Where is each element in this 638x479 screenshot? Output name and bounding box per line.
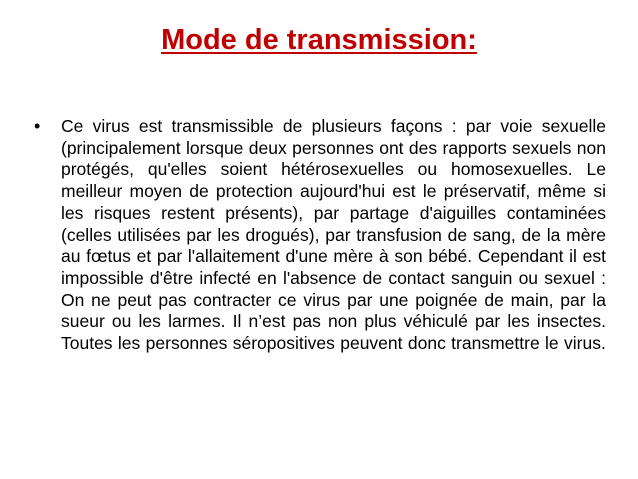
slide-title-text: Mode de transmission: [161, 24, 477, 56]
slide-title [0, 22, 638, 58]
bullet-item [34, 116, 606, 355]
bullet-symbol: • [34, 116, 41, 136]
bullet-text: Ce virus est transmissible de plusieurs façons : par voie sexuelle (principalement lorsque deux personnes ont des rapports sexuels non protégés, qu'elles soient hétérosexuelles ou homosexuelles. Le meilleur moyen de protection aujourd'hui est le préservatif, même si les risques restent présents), par partage d'aiguilles contaminées (celles utilisées par les drogués), par transfusion de sang, de la mère au fœtus et par l'allaitement d'une mère à son bébé. Cependant il est impossible d'être infecté en l'absence de contact sanguin ou sexuel : On ne peut pas contracter ce virus par une poignée de main, par la sueur ou les larmes. Il n’est pas non plus véhiculé par les insectes. Toutes les personnes séropositives peuvent donc transmettre le virus. [61, 116, 606, 354]
